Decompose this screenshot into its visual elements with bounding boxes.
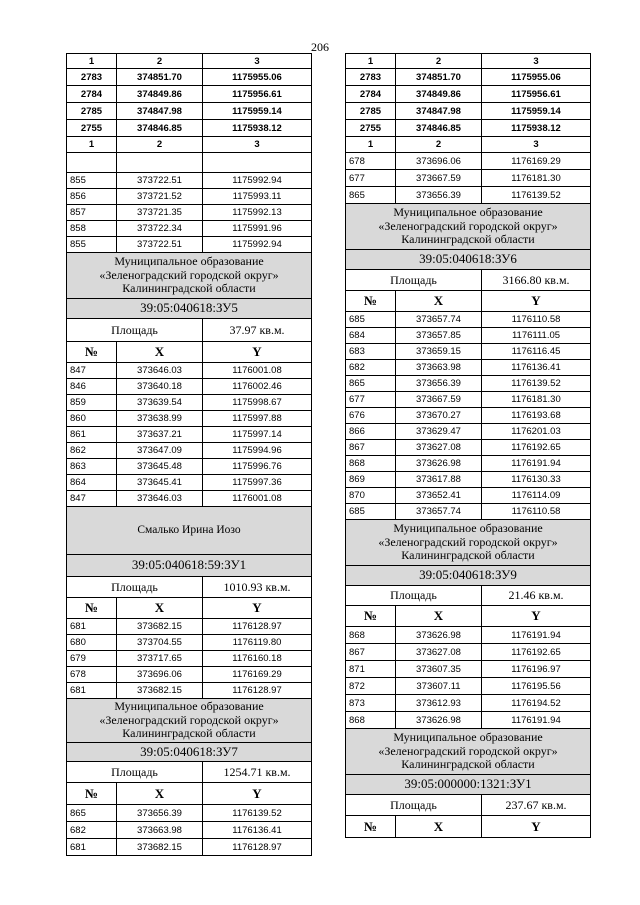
coordinate-row xyxy=(345,120,591,137)
area-label: Площадь xyxy=(67,319,203,341)
coordinate-row xyxy=(345,695,591,712)
point-number-cell: 678 xyxy=(67,667,117,682)
x-coordinate-cell: 373640.18 xyxy=(117,379,203,394)
y-header: Y xyxy=(531,818,541,834)
point-number-cell: 857 xyxy=(67,205,117,220)
point-number-cell: 683 xyxy=(346,344,396,359)
column-number-1: 1 xyxy=(67,137,117,152)
point-number-cell: 869 xyxy=(346,472,396,487)
column-number-1: 1 xyxy=(67,54,117,68)
point-number-cell: 868 xyxy=(346,712,396,728)
cadastral-number: 39:05:040618:ЗУ6 xyxy=(419,251,517,267)
x-coordinate-cell: 373639.54 xyxy=(117,395,203,410)
x-coordinate-cell: 374847.98 xyxy=(396,103,482,119)
coordinate-row xyxy=(345,344,591,360)
y-coordinate-cell: 1176195.56 xyxy=(511,680,561,692)
y-coordinate-cell: 1176119.80 xyxy=(232,637,282,648)
column-number-1: 1 xyxy=(346,137,396,152)
x-coordinate-cell: 373722.51 xyxy=(117,237,203,252)
x-coordinate-cell: 374846.85 xyxy=(396,120,482,136)
y-coordinate-cell: 1176181.30 xyxy=(511,394,561,405)
point-number-cell xyxy=(67,153,117,172)
coordinate-row xyxy=(66,443,312,459)
point-number-cell: 2784 xyxy=(346,86,396,102)
area-row xyxy=(345,270,591,291)
owner-band xyxy=(345,204,591,250)
y-coordinate-cell: 1175956.61 xyxy=(511,88,561,100)
y-coordinate-cell: 1176191.94 xyxy=(511,458,561,469)
coordinate-row xyxy=(66,635,312,651)
y-coordinate-cell: 1176191.94 xyxy=(511,714,561,726)
point-number-cell: 679 xyxy=(67,651,117,666)
point-number-cell: 868 xyxy=(346,456,396,471)
coordinate-row xyxy=(345,440,591,456)
coordinate-row xyxy=(345,627,591,644)
coordinate-row xyxy=(345,644,591,661)
cadastral-number-band xyxy=(345,566,591,586)
x-coordinate-cell: 373626.98 xyxy=(396,712,482,728)
area-row xyxy=(66,319,312,342)
y-header: Y xyxy=(252,600,262,615)
coordinate-row xyxy=(345,328,591,344)
y-coordinate-cell: 1176128.97 xyxy=(232,621,282,632)
owner-band xyxy=(66,253,312,299)
coordinate-row xyxy=(345,504,591,520)
coordinate-header xyxy=(345,606,591,627)
y-header: Y xyxy=(252,344,262,359)
x-coordinate-cell: 373607.35 xyxy=(396,661,482,677)
point-number-cell: 861 xyxy=(67,427,117,442)
x-coordinate-cell: 373667.59 xyxy=(396,170,482,186)
coordinate-row xyxy=(345,392,591,408)
x-coordinate-cell: 373657.74 xyxy=(396,312,482,327)
point-number-cell: 863 xyxy=(67,459,117,474)
point-number-cell: 682 xyxy=(67,822,117,838)
coordinate-row xyxy=(66,69,312,86)
x-coordinate-cell: 373659.15 xyxy=(396,344,482,359)
point-number-cell: 856 xyxy=(67,189,117,204)
x-coordinate-cell: 373646.03 xyxy=(117,491,203,506)
coordinate-row xyxy=(345,187,591,204)
area-label: Площадь xyxy=(346,586,482,605)
x-header: X xyxy=(396,606,482,626)
point-number-cell: 678 xyxy=(346,153,396,169)
column-number-2: 2 xyxy=(117,137,203,152)
coordinate-row xyxy=(345,69,591,86)
coordinate-row xyxy=(66,120,312,137)
coordinate-row xyxy=(345,408,591,424)
column-number-1: 1 xyxy=(346,54,396,68)
coordinate-row xyxy=(345,360,591,376)
column-number-header xyxy=(345,53,591,69)
coordinate-row xyxy=(66,86,312,103)
coordinate-header xyxy=(345,816,591,838)
cadastral-number: 39:05:000000:1321:ЗУ1 xyxy=(404,776,532,792)
y-coordinate-cell: 1176139.52 xyxy=(511,189,561,201)
y-coordinate-cell: 1175997.88 xyxy=(232,413,282,424)
owner-name: Муниципальное образование «Зеленоградский городской округ» Калининградской области xyxy=(378,520,558,563)
point-number-cell: 681 xyxy=(67,839,117,855)
x-coordinate-cell: 373682.15 xyxy=(117,839,203,855)
number-sign-header: № xyxy=(67,598,117,618)
point-number-cell: 2785 xyxy=(67,103,117,119)
x-coordinate-cell: 373667.59 xyxy=(396,392,482,407)
coordinate-row xyxy=(66,475,312,491)
point-number-cell: 865 xyxy=(346,376,396,391)
y-coordinate-cell xyxy=(203,153,311,172)
owner-name: Муниципальное образование «Зеленоградский городской округ» Калининградской области xyxy=(99,698,279,741)
point-number-cell: 859 xyxy=(67,395,117,410)
point-number-cell: 870 xyxy=(346,488,396,503)
x-coordinate-cell: 373657.74 xyxy=(396,504,482,519)
coordinate-row xyxy=(66,683,312,699)
x-coordinate-cell: 373696.06 xyxy=(117,667,203,682)
owner-band xyxy=(345,729,591,775)
y-coordinate-cell: 1175992.94 xyxy=(232,175,282,186)
x-header: X xyxy=(117,342,203,362)
point-number-cell: 855 xyxy=(67,173,117,188)
cadastral-number: 39:05:040618:ЗУ7 xyxy=(140,743,238,759)
coordinate-row xyxy=(345,170,591,187)
area-label: Площадь xyxy=(67,577,203,597)
area-row xyxy=(66,762,312,783)
point-number-cell: 860 xyxy=(67,411,117,426)
coordinate-row xyxy=(66,205,312,221)
coordinate-row xyxy=(345,424,591,440)
coordinate-row xyxy=(66,427,312,443)
y-coordinate-cell: 1175994.96 xyxy=(232,445,282,456)
empty-row xyxy=(66,153,312,173)
x-coordinate-cell: 374851.70 xyxy=(117,69,203,85)
y-coordinate-cell: 1175938.12 xyxy=(511,122,561,134)
point-number-cell: 2755 xyxy=(346,120,396,136)
coordinate-row xyxy=(66,805,312,822)
area-value: 37.97 кв.м. xyxy=(229,322,285,337)
point-number-cell: 866 xyxy=(346,424,396,439)
point-number-cell: 846 xyxy=(67,379,117,394)
x-coordinate-cell: 373721.35 xyxy=(117,205,203,220)
owner-name: Муниципальное образование «Зеленоградский городской округ» Калининградской области xyxy=(99,253,279,296)
coordinate-header xyxy=(66,342,312,363)
x-coordinate-cell: 373696.06 xyxy=(396,153,482,169)
number-sign-header: № xyxy=(67,342,117,362)
x-coordinate-cell: 373656.39 xyxy=(396,376,482,391)
x-header: X xyxy=(396,291,482,311)
y-coordinate-cell: 1175998.67 xyxy=(232,397,282,408)
cadastral-number-band xyxy=(66,743,312,762)
coordinate-row xyxy=(345,678,591,695)
x-coordinate-cell: 374849.86 xyxy=(396,86,482,102)
coordinate-header xyxy=(66,783,312,805)
owner-band xyxy=(66,699,312,743)
x-coordinate-cell: 373670.27 xyxy=(396,408,482,423)
coordinate-row xyxy=(345,103,591,120)
coordinate-row xyxy=(66,237,312,253)
point-number-cell: 855 xyxy=(67,237,117,252)
y-coordinate-cell: 1176110.58 xyxy=(511,314,561,325)
point-number-cell: 868 xyxy=(346,627,396,643)
x-coordinate-cell: 373607.11 xyxy=(396,678,482,694)
point-number-cell: 847 xyxy=(67,363,117,378)
point-number-cell: 862 xyxy=(67,443,117,458)
point-number-cell: 685 xyxy=(346,504,396,519)
point-number-cell: 676 xyxy=(346,408,396,423)
coordinate-row xyxy=(345,312,591,328)
y-coordinate-cell: 1176128.97 xyxy=(232,685,282,696)
column-number-2: 2 xyxy=(396,137,482,152)
y-coordinate-cell: 1175992.13 xyxy=(232,207,282,218)
x-coordinate-cell: 373647.09 xyxy=(117,443,203,458)
column-number-header xyxy=(345,137,591,153)
coordinate-row xyxy=(66,491,312,507)
area-label: Площадь xyxy=(346,795,482,815)
x-coordinate-cell: 373627.08 xyxy=(396,440,482,455)
x-coordinate-cell: 373612.93 xyxy=(396,695,482,711)
owner-name: Смалько Ирина Иозо xyxy=(137,523,241,536)
x-coordinate-cell: 373652.41 xyxy=(396,488,482,503)
x-coordinate-cell: 374847.98 xyxy=(117,103,203,119)
y-coordinate-cell: 1176169.29 xyxy=(232,669,282,680)
x-coordinate-cell: 373722.34 xyxy=(117,221,203,236)
y-coordinate-cell: 1176136.41 xyxy=(511,362,561,373)
cadastral-number-band xyxy=(345,250,591,270)
y-coordinate-cell: 1175997.36 xyxy=(232,477,282,488)
x-coordinate-cell xyxy=(117,153,203,172)
y-coordinate-cell: 1176116.45 xyxy=(511,346,561,357)
x-coordinate-cell: 373663.98 xyxy=(396,360,482,375)
x-coordinate-cell: 373663.98 xyxy=(117,822,203,838)
y-coordinate-cell: 1176169.29 xyxy=(511,155,561,167)
point-number-cell: 864 xyxy=(67,475,117,490)
column-number-header xyxy=(66,137,312,153)
right-coordinates-table xyxy=(345,53,591,838)
x-coordinate-cell: 373717.65 xyxy=(117,651,203,666)
y-coordinate-cell: 1175955.06 xyxy=(232,71,282,83)
point-number-cell: 858 xyxy=(67,221,117,236)
x-coordinate-cell: 373645.48 xyxy=(117,459,203,474)
y-coordinate-cell: 1175955.06 xyxy=(511,71,561,83)
x-header: X xyxy=(117,598,203,618)
coordinate-header xyxy=(66,598,312,619)
point-number-cell: 680 xyxy=(67,635,117,650)
y-coordinate-cell: 1176139.52 xyxy=(232,807,282,819)
coordinate-row xyxy=(345,661,591,678)
column-number-3: 3 xyxy=(254,55,260,67)
y-coordinate-cell: 1176001.08 xyxy=(232,493,282,504)
area-value: 1254.71 кв.м. xyxy=(223,764,291,779)
number-sign-header: № xyxy=(346,291,396,311)
y-coordinate-cell: 1175993.11 xyxy=(232,191,282,202)
number-sign-header: № xyxy=(346,606,396,626)
point-number-cell: 2784 xyxy=(67,86,117,102)
coordinate-row xyxy=(66,822,312,839)
y-coordinate-cell: 1176139.52 xyxy=(511,378,561,389)
coordinate-row xyxy=(345,376,591,392)
cadastral-number: 39:05:040618:ЗУ5 xyxy=(140,300,238,316)
coordinate-row xyxy=(66,667,312,683)
x-header: X xyxy=(117,783,203,804)
coordinate-row xyxy=(66,103,312,120)
y-coordinate-cell: 1176002.46 xyxy=(232,381,282,392)
x-coordinate-cell: 373656.39 xyxy=(396,187,482,203)
y-coordinate-cell: 1176130.33 xyxy=(511,474,561,485)
y-coordinate-cell: 1176193.68 xyxy=(511,410,561,421)
x-coordinate-cell: 373721.52 xyxy=(117,189,203,204)
coordinate-row xyxy=(66,173,312,189)
x-header: X xyxy=(396,816,482,837)
y-coordinate-cell: 1176194.52 xyxy=(511,697,561,709)
coordinate-header xyxy=(345,291,591,312)
y-coordinate-cell: 1176111.05 xyxy=(511,330,561,341)
point-number-cell: 677 xyxy=(346,170,396,186)
coordinate-row xyxy=(345,86,591,103)
x-coordinate-cell: 373645.41 xyxy=(117,475,203,490)
point-number-cell: 684 xyxy=(346,328,396,343)
coordinate-row xyxy=(345,153,591,170)
y-coordinate-cell: 1176196.97 xyxy=(511,663,561,675)
y-coordinate-cell: 1175997.14 xyxy=(232,429,282,440)
y-coordinate-cell: 1176136.41 xyxy=(232,824,282,836)
x-coordinate-cell: 373704.55 xyxy=(117,635,203,650)
coordinate-row xyxy=(345,456,591,472)
area-value: 237.67 кв.м. xyxy=(505,797,567,812)
y-header: Y xyxy=(531,293,541,308)
y-coordinate-cell: 1175956.61 xyxy=(232,88,282,100)
area-label: Площадь xyxy=(346,270,482,290)
coordinate-row xyxy=(66,839,312,856)
x-coordinate-cell: 373629.47 xyxy=(396,424,482,439)
coordinate-row xyxy=(66,651,312,667)
x-coordinate-cell: 373637.21 xyxy=(117,427,203,442)
cadastral-number-band xyxy=(345,775,591,795)
y-coordinate-cell: 1175959.14 xyxy=(232,105,282,117)
x-coordinate-cell: 373626.98 xyxy=(396,456,482,471)
column-number-3: 3 xyxy=(533,55,539,67)
cadastral-number: 39:05:040618:59:ЗУ1 xyxy=(131,557,247,573)
y-coordinate-cell: 1176191.94 xyxy=(511,629,561,641)
y-coordinate-cell: 1175959.14 xyxy=(511,105,561,117)
point-number-cell: 867 xyxy=(346,440,396,455)
x-coordinate-cell: 373627.08 xyxy=(396,644,482,660)
cadastral-number-band xyxy=(66,299,312,319)
x-coordinate-cell: 373682.15 xyxy=(117,619,203,634)
x-coordinate-cell: 373646.03 xyxy=(117,363,203,378)
area-row xyxy=(345,586,591,606)
point-number-cell: 2783 xyxy=(346,69,396,85)
y-header: Y xyxy=(252,785,262,801)
column-number-2: 2 xyxy=(117,54,203,68)
area-row xyxy=(345,795,591,816)
coordinate-row xyxy=(66,619,312,635)
x-coordinate-cell: 373682.15 xyxy=(117,683,203,698)
point-number-cell: 681 xyxy=(67,683,117,698)
page-number: 206 xyxy=(311,40,329,54)
y-coordinate-cell: 1176110.58 xyxy=(511,506,561,517)
point-number-cell: 685 xyxy=(346,312,396,327)
point-number-cell: 2755 xyxy=(67,120,117,136)
owner-name: Муниципальное образование «Зеленоградский городской округ» Калининградской области xyxy=(378,729,558,772)
number-sign-header: № xyxy=(67,783,117,804)
coordinate-row xyxy=(66,189,312,205)
point-number-cell: 865 xyxy=(346,187,396,203)
y-coordinate-cell: 1176128.97 xyxy=(232,841,282,853)
point-number-cell: 2785 xyxy=(346,103,396,119)
owner-name: Муниципальное образование «Зеленоградский городской округ» Калининградской области xyxy=(378,204,558,247)
area-value: 1010.93 кв.м. xyxy=(223,579,291,594)
coordinate-row xyxy=(66,459,312,475)
y-coordinate-cell: 1176114.09 xyxy=(511,490,561,501)
x-coordinate-cell: 373657.85 xyxy=(396,328,482,343)
cadastral-number-band xyxy=(66,555,312,577)
x-coordinate-cell: 373626.98 xyxy=(396,627,482,643)
owner-band xyxy=(345,520,591,566)
y-coordinate-cell: 1176201.03 xyxy=(511,426,561,437)
x-coordinate-cell: 374851.70 xyxy=(396,69,482,85)
coordinate-row xyxy=(345,472,591,488)
point-number-cell: 872 xyxy=(346,678,396,694)
column-number-header xyxy=(66,53,312,69)
y-coordinate-cell: 1175991.96 xyxy=(232,223,282,234)
x-coordinate-cell: 374849.86 xyxy=(117,86,203,102)
coordinate-row xyxy=(66,221,312,237)
column-number-2: 2 xyxy=(396,54,482,68)
y-header: Y xyxy=(531,608,541,623)
area-value: 21.46 кв.м. xyxy=(508,588,564,602)
y-coordinate-cell: 1176160.18 xyxy=(232,653,282,664)
coordinate-row xyxy=(66,363,312,379)
x-coordinate-cell: 373638.99 xyxy=(117,411,203,426)
number-sign-header: № xyxy=(346,816,396,837)
point-number-cell: 865 xyxy=(67,805,117,821)
coordinate-row xyxy=(345,488,591,504)
left-coordinates-table xyxy=(66,53,312,856)
y-coordinate-cell: 1176001.08 xyxy=(232,365,282,376)
coordinate-row xyxy=(66,379,312,395)
point-number-cell: 873 xyxy=(346,695,396,711)
cadastral-number: 39:05:040618:ЗУ9 xyxy=(419,567,517,583)
y-coordinate-cell: 1176192.65 xyxy=(511,442,561,453)
coordinate-row xyxy=(66,411,312,427)
coordinate-row xyxy=(345,712,591,729)
point-number-cell: 682 xyxy=(346,360,396,375)
x-coordinate-cell: 373656.39 xyxy=(117,805,203,821)
x-coordinate-cell: 374846.85 xyxy=(117,120,203,136)
area-value: 3166.80 кв.м. xyxy=(502,272,570,287)
coordinate-row xyxy=(66,395,312,411)
y-coordinate-cell: 1176192.65 xyxy=(511,646,561,658)
point-number-cell: 2783 xyxy=(67,69,117,85)
point-number-cell: 677 xyxy=(346,392,396,407)
area-row xyxy=(66,577,312,598)
y-coordinate-cell: 1175996.76 xyxy=(232,461,282,472)
point-number-cell: 681 xyxy=(67,619,117,634)
point-number-cell: 847 xyxy=(67,491,117,506)
point-number-cell: 867 xyxy=(346,644,396,660)
y-coordinate-cell: 1175992.94 xyxy=(232,239,282,250)
point-number-cell: 871 xyxy=(346,661,396,677)
y-coordinate-cell: 1175938.12 xyxy=(232,122,282,134)
owner-band xyxy=(66,507,312,555)
x-coordinate-cell: 373617.88 xyxy=(396,472,482,487)
y-coordinate-cell: 1176181.30 xyxy=(511,172,561,184)
column-number-3: 3 xyxy=(254,139,260,150)
x-coordinate-cell: 373722.51 xyxy=(117,173,203,188)
area-label: Площадь xyxy=(67,762,203,782)
column-number-3: 3 xyxy=(533,139,539,150)
